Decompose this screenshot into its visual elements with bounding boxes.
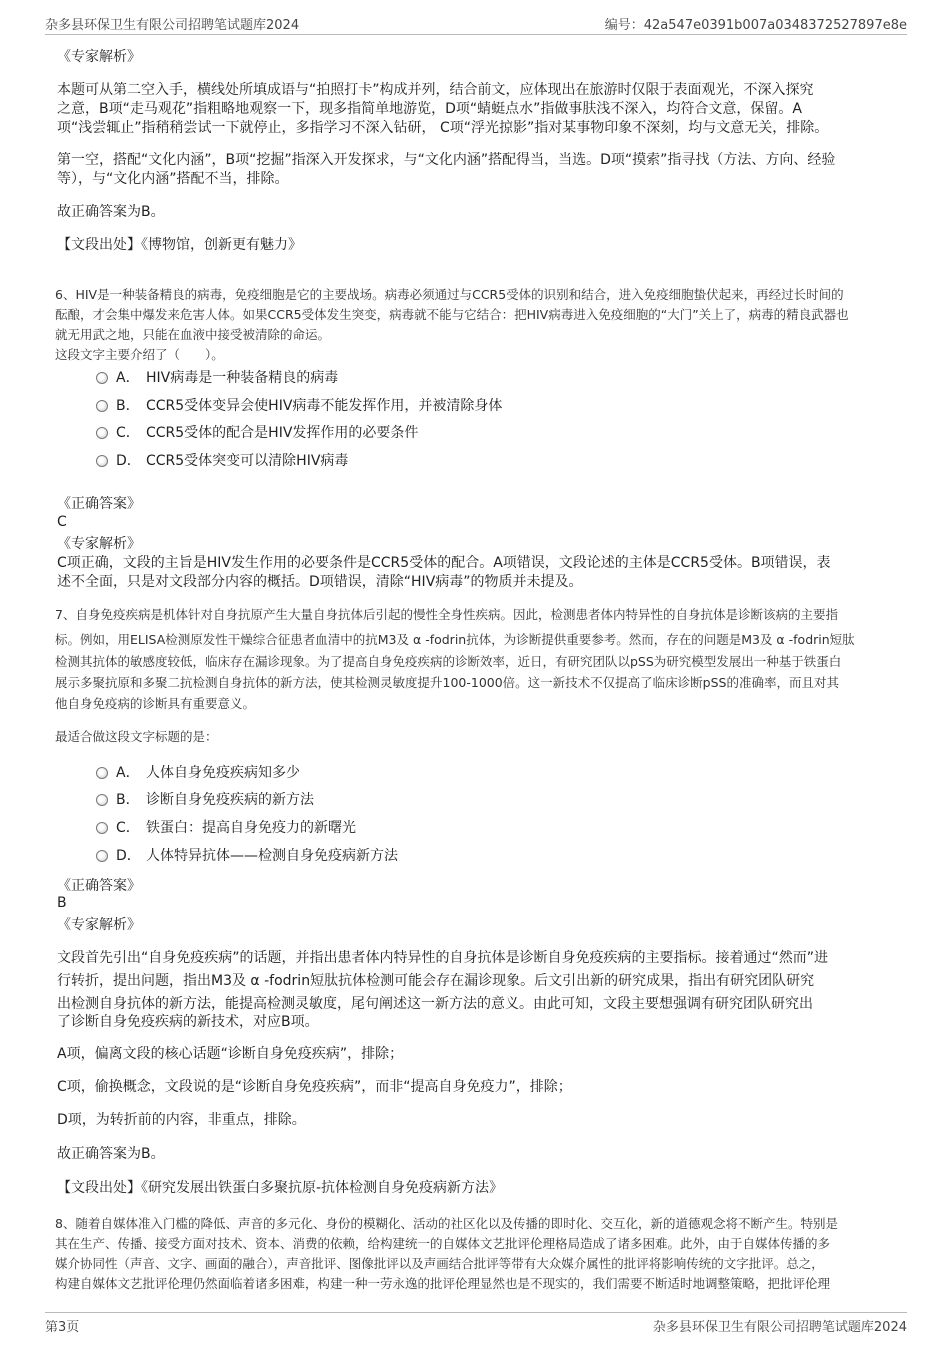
q7-question: 最适合做这段文字标题的是： [55, 729, 218, 744]
q6-answer-label: 《正确答案》 [57, 496, 141, 512]
header-serial-number: 编号：42a547e0391b007a0348372527897e8e [604, 18, 907, 33]
q7-analysis-c: C项，偷换概念，文段说的是“诊断自身免疫疾病”，而非“提高自身免疫力”，排除； [57, 1079, 572, 1095]
q6-stem-line: 就无用武之地，只能在血液中接受被清除的命运。 [55, 327, 331, 342]
radio-icon[interactable] [96, 794, 108, 806]
q8-stem-line: 媒介协同性（声音、文字、画面的融合），声音批评、图像批评以及声画结合批评等带有大众媒介属性的批评将影响传统的文字批评。总之， [55, 1256, 824, 1271]
q6-stem-line: 酝酿，才会集中爆发来危害人体。如果CCR5受体发生突变，病毒就不能与它结合：把HIV病毒进入免疫细胞的“大门”关上了，病毒的精良武器也 [55, 307, 849, 322]
q7-stem-line: 展示多聚抗原和多聚二抗检测自身抗体的新方法，使其检测灵敏度提升100-1000倍。这一新技术不仅提高了临床诊断pSS的准确率，而且对其 [55, 675, 839, 690]
q6-question: 这段文字主要介绍了（ ）。 [55, 347, 224, 362]
q7-analysis-line: 出检测自身抗体的新方法，能提高检测灵敏度，尾句阐述这一新方法的意义。由此可知，文段主要想强调有研究团队研究出 [57, 996, 813, 1012]
radio-icon[interactable] [96, 850, 108, 862]
q7-option-c[interactable]: C． 铁蛋白：提高自身免疫力的新曙光 [96, 818, 356, 838]
q7-analysis-a: A项，偏离文段的核心话题“诊断自身免疫疾病”，排除； [57, 1046, 404, 1062]
q6-option-c[interactable]: C． CCR5受体的配合是HIV发挥作用的必要条件 [96, 423, 418, 443]
q5-analysis-line: 第一空，搭配“文化内涵”，B项“挖掘”指深入开发探求，与“文化内涵”搭配得当，当选。D项“摸索”指寻找（方法、方向、经验 [57, 152, 836, 168]
q7-source: 【文段出处】《研究发展出铁蛋白多聚抗原-抗体检测自身免疫病新方法》 [57, 1180, 504, 1196]
q6-option-a[interactable]: A． HIV病毒是一种装备精良的病毒 [96, 368, 338, 388]
q5-conclusion: 故正确答案为B。 [57, 204, 165, 220]
q6-analysis-line: C项正确，文段的主旨是HIV发生作用的必要条件是CCR5受体的配合。A项错误，文段论述的主体是CCR5受体。B项错误，表 [57, 555, 831, 571]
header-title: 杂多县环保卫生有限公司招聘笔试题库2024 [45, 18, 300, 33]
q5-analysis-line: 之意，B项“走马观花”指粗略地观察一下，现多指简单地游览，D项“蜻蜓点水”指做事肤浅不深入，均符合文意，保留。A [57, 101, 802, 117]
radio-icon[interactable] [96, 767, 108, 779]
q5-analysis-line: 项“浅尝辄止”指稍稍尝试一下就停止，多指学习不深入钻研， C项“浮光掠影”指对某事物印象不深刻，均与文意无关，排除。 [57, 120, 829, 136]
q6-option-d[interactable]: D． CCR5受体突变可以清除HIV病毒 [96, 451, 348, 471]
q7-answer-label: 《正确答案》 [57, 878, 141, 894]
radio-icon[interactable] [96, 427, 108, 439]
radio-icon[interactable] [96, 400, 108, 412]
q6-analysis-label: 《专家解析》 [57, 536, 141, 552]
q7-analysis-d: D项，为转折前的内容，非重点，排除。 [57, 1112, 306, 1128]
q7-option-d[interactable]: D． 人体特异抗体——检测自身免疫病新方法 [96, 846, 398, 866]
page-number: 第3页 [45, 1320, 80, 1335]
q7-analysis-label: 《专家解析》 [57, 917, 141, 933]
q7-stem-line: 7、自身免疫疾病是机体针对自身抗原产生大量自身抗体后引起的慢性全身性疾病。因此，检测患者体内特异性的自身抗体是诊断该病的主要指 [55, 607, 838, 622]
page-header [45, 12, 907, 35]
q5-source: 【文段出处】《博物馆，创新更有魅力》 [57, 237, 302, 253]
q7-answer: B [57, 895, 67, 911]
q7-analysis-line: 了诊断自身免疫疾病的新技术，对应B项。 [57, 1014, 319, 1030]
radio-icon[interactable] [96, 372, 108, 384]
radio-icon[interactable] [96, 822, 108, 834]
q7-analysis-line: 行转折，提出问题，指出M3及 α -fodrin短肽抗体检测可能会存在漏诊现象。后文引出新的研究成果，指出有研究团队研究 [57, 973, 815, 989]
q7-analysis-line: 文段首先引出“自身免疫疾病”的话题，并指出患者体内特异性的自身抗体是诊断自身免疫疾病的主要指标。接着通过“然而”进 [57, 950, 829, 966]
q7-conclusion: 故正确答案为B。 [57, 1146, 165, 1162]
page-footer [45, 1312, 907, 1335]
q6-option-b[interactable]: B． CCR5受体变异会使HIV病毒不能发挥作用，并被清除身体 [96, 396, 502, 416]
q6-stem-line: 6、HIV是一种装备精良的病毒，免疫细胞是它的主要战场。病毒必须通过与CCR5受体的识别和结合，进入免疫细胞蛰伏起来，再经过长时间的 [55, 287, 844, 302]
q8-stem-line: 8、随着自媒体准入门槛的降低、声音的多元化、身份的模糊化、活动的社区化以及传播的即时化、交互化，新的道德观念将不断产生。特别是 [55, 1216, 838, 1231]
q5-analysis-line: 本题可从第二空入手，横线处所填成语与“拍照打卡”构成并列，结合前文，应体现出在旅游时仅限于表面观光，不深入探究 [57, 82, 814, 98]
q7-stem-line: 标。例如，用ELISA检测原发性干燥综合征患者血清中的抗M3及 α -fodrin抗体，为诊断提供重要参考。然而，存在的问题是M3及 α -fodrin短肽 [55, 632, 855, 647]
q8-stem-line: 构建自媒体文艺批评伦理仍然面临着诸多困难，构建一种一劳永逸的批评伦理显然也是不现实的，我们需要不断适时地调整策略，把批评伦理 [55, 1276, 831, 1291]
footer-title: 杂多县环保卫生有限公司招聘笔试题库2024 [652, 1320, 907, 1335]
q8-stem-line: 其在生产、传播、接受方面对技术、资本、消费的依赖，给构建统一的自媒体文艺批评伦理格局造成了诸多困难。此外，由于自媒体传播的多 [55, 1236, 831, 1251]
radio-icon[interactable] [96, 455, 108, 467]
q7-stem-line: 检测其抗体的敏感度较低，临床存在漏诊现象。为了提高自身免疫疾病的诊断效率，近日，有研究团队以pSS为研究模型发展出一种基于铁蛋白 [55, 654, 842, 669]
q5-analysis-label: 《专家解析》 [57, 49, 141, 65]
q7-option-a[interactable]: A． 人体自身免疫疾病知多少 [96, 763, 300, 783]
q6-analysis-line: 述不全面，只是对文段部分内容的概括。D项错误，清除“HIV病毒”的物质并未提及。 [57, 574, 583, 590]
q7-option-b[interactable]: B． 诊断自身免疫疾病的新方法 [96, 790, 314, 810]
q5-analysis-line: 等），与“文化内涵”搭配不当，排除。 [57, 171, 289, 187]
q6-answer: C [57, 514, 67, 530]
q7-stem-line: 他自身免疫病的诊断具有重要意义。 [55, 696, 256, 711]
